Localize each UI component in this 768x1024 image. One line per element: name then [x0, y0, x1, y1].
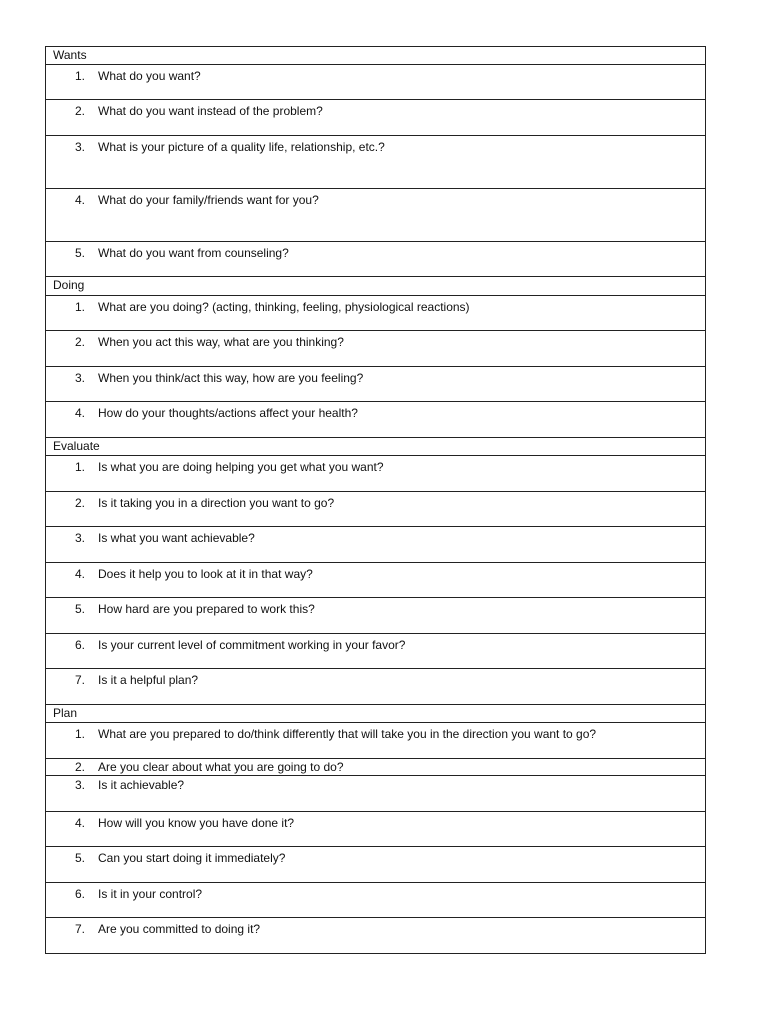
question-number: 2.: [74, 104, 85, 118]
question-number: 6.: [74, 638, 85, 652]
question-number: 5.: [74, 851, 85, 865]
question-text: What do your family/friends want for you?: [98, 193, 319, 207]
question-row: [45, 723, 706, 759]
question-text: Does it help you to look at it in that way?: [98, 567, 313, 581]
question-number: 7.: [74, 673, 85, 687]
question-row: [45, 883, 706, 918]
section-header-evaluate: [45, 438, 706, 456]
question-row: [45, 669, 706, 705]
question-row: [45, 776, 706, 812]
question-number: 4.: [74, 193, 85, 207]
question-number: 2.: [74, 335, 85, 349]
question-text: How hard are you prepared to work this?: [98, 602, 315, 616]
question-number: 3.: [74, 371, 85, 385]
question-text: Is what you want achievable?: [98, 531, 255, 545]
question-row: [45, 65, 706, 100]
question-number: 1.: [74, 727, 85, 741]
question-text: Is it in your control?: [98, 887, 203, 901]
question-row: [45, 189, 706, 242]
question-text: What do you want?: [98, 69, 201, 83]
question-row: [45, 492, 706, 527]
question-text: Is it achievable?: [98, 778, 185, 792]
question-number: 2.: [74, 760, 85, 774]
question-text: What is your picture of a quality life, relationship, etc.?: [98, 140, 385, 154]
question-text: Are you committed to doing it?: [98, 922, 261, 936]
question-row: [45, 812, 706, 847]
question-number: 6.: [74, 887, 85, 901]
question-row: [45, 331, 706, 367]
section-title: Wants: [53, 48, 87, 62]
question-text: Is it a helpful plan?: [98, 673, 199, 687]
question-number: 4.: [74, 406, 85, 420]
question-text: Can you start doing it immediately?: [98, 851, 286, 865]
question-number: 5.: [74, 602, 85, 616]
question-text: How do your thoughts/actions affect your health?: [98, 406, 358, 420]
question-row: [45, 759, 706, 776]
question-number: 1.: [74, 460, 85, 474]
question-row: [45, 456, 706, 492]
section-title: Evaluate: [53, 439, 100, 453]
question-row: [45, 918, 706, 954]
question-number: 3.: [74, 778, 85, 792]
question-row: [45, 527, 706, 563]
question-text: What are you prepared to do/think differently that will take you in the direction you want to go?: [98, 727, 597, 741]
question-number: 4.: [74, 567, 85, 581]
question-text: Are you clear about what you are going to do?: [98, 760, 344, 774]
question-text: Is what you are doing helping you get what you want?: [98, 460, 384, 474]
question-text: Is your current level of commitment working in your favor?: [98, 638, 406, 652]
section-header-doing: [45, 277, 706, 296]
question-row: [45, 242, 706, 277]
question-number: 5.: [74, 246, 85, 260]
question-number: 3.: [74, 531, 85, 545]
question-text: Is it taking you in a direction you want to go?: [98, 496, 335, 510]
question-row: [45, 563, 706, 598]
question-text: What do you want from counseling?: [98, 246, 289, 260]
question-row: [45, 296, 706, 331]
worksheet-table: [45, 46, 706, 954]
question-text: What do you want instead of the problem?: [98, 104, 323, 118]
question-number: 2.: [74, 496, 85, 510]
question-row: [45, 136, 706, 189]
question-number: 1.: [74, 69, 85, 83]
section-title: Plan: [53, 706, 78, 720]
section-header-plan: [45, 705, 706, 723]
question-row: [45, 100, 706, 136]
question-row: [45, 634, 706, 669]
question-row: [45, 367, 706, 402]
question-number: 1.: [74, 300, 85, 314]
section-title: Doing: [53, 278, 85, 292]
question-row: [45, 598, 706, 634]
question-number: 3.: [74, 140, 85, 154]
question-number: 7.: [74, 922, 85, 936]
question-row: [45, 847, 706, 883]
question-row: [45, 402, 706, 438]
question-text: What are you doing? (acting, thinking, feeling, physiological reactions): [98, 300, 470, 314]
question-text: When you think/act this way, how are you feeling?: [98, 371, 364, 385]
question-number: 4.: [74, 816, 85, 830]
question-text: How will you know you have done it?: [98, 816, 295, 830]
section-header-wants: [45, 46, 706, 65]
question-text: When you act this way, what are you thinking?: [98, 335, 344, 349]
